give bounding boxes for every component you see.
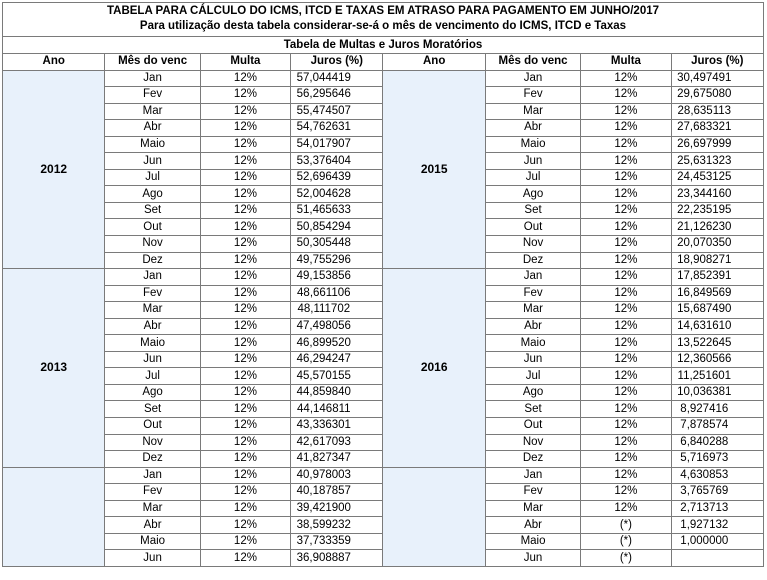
juros-cell-right: 17,852391 xyxy=(671,269,763,286)
juros-cell-right: 20,070350 xyxy=(671,236,763,253)
month-cell-left: Out xyxy=(105,418,200,435)
multa-cell-right: 12% xyxy=(581,484,671,501)
multa-cell-right: 12% xyxy=(581,467,671,484)
multa-cell-left: 12% xyxy=(200,368,290,385)
table-title: Tabela de Multas e Juros Moratórios xyxy=(2,36,764,53)
juros-cell-right: 30,497491 xyxy=(671,70,763,87)
document-title-block xyxy=(2,2,764,36)
month-cell-right: Mar xyxy=(485,500,580,517)
multa-cell-left: 12% xyxy=(200,169,290,186)
juros-cell-left: 54,762631 xyxy=(291,120,383,137)
multa-cell-right: 12% xyxy=(581,219,671,236)
multa-cell-right: 12% xyxy=(581,285,671,302)
juros-cell-left: 55,474507 xyxy=(291,103,383,120)
month-cell-right: Jun xyxy=(485,153,580,170)
col-header-mes-right: Mês do venc xyxy=(485,54,580,71)
multa-cell-left: 12% xyxy=(200,136,290,153)
table-row xyxy=(3,269,764,286)
multa-cell-left: 12% xyxy=(200,418,290,435)
multa-cell-left: 12% xyxy=(200,236,290,253)
juros-cell-right: 7,878574 xyxy=(671,418,763,435)
month-cell-right: Jan xyxy=(485,467,580,484)
month-cell-left: Jun xyxy=(105,351,200,368)
multa-cell-right: 12% xyxy=(581,153,671,170)
multa-cell-right: 12% xyxy=(581,202,671,219)
month-cell-left: Ago xyxy=(105,384,200,401)
col-header-multa-right: Multa xyxy=(581,54,671,71)
juros-cell-left: 47,498056 xyxy=(291,318,383,335)
month-cell-right: Mar xyxy=(485,103,580,120)
juros-cell-left: 52,696439 xyxy=(291,169,383,186)
month-cell-right: Mar xyxy=(485,302,580,319)
juros-cell-right: 15,687490 xyxy=(671,302,763,319)
multa-cell-right: 12% xyxy=(581,236,671,253)
month-cell-left: Jan xyxy=(105,269,200,286)
juros-cell-left: 42,617093 xyxy=(291,434,383,451)
multa-cell-left: 12% xyxy=(200,451,290,468)
multa-cell-left: 12% xyxy=(200,120,290,137)
month-cell-left: Mar xyxy=(105,302,200,319)
multa-cell-right: 12% xyxy=(581,169,671,186)
juros-cell-left: 50,305448 xyxy=(291,236,383,253)
multa-cell-left: 12% xyxy=(200,351,290,368)
multa-cell-left: 12% xyxy=(200,517,290,534)
juros-cell-left: 36,908887 xyxy=(291,550,383,567)
month-cell-right: Jul xyxy=(485,368,580,385)
juros-cell-right xyxy=(671,550,763,567)
juros-cell-left: 48,661106 xyxy=(291,285,383,302)
month-cell-left: Mar xyxy=(105,500,200,517)
col-header-juros-left: Juros (%) xyxy=(291,54,383,71)
juros-cell-right: 25,631323 xyxy=(671,153,763,170)
month-cell-right: Jan xyxy=(485,269,580,286)
month-cell-right: Nov xyxy=(485,236,580,253)
month-cell-right: Maio xyxy=(485,533,580,550)
juros-cell-right: 16,849569 xyxy=(671,285,763,302)
col-header-mes-left: Mês do venc xyxy=(105,54,200,71)
col-header-ano-left: Ano xyxy=(3,54,105,71)
juros-cell-right: 10,036381 xyxy=(671,384,763,401)
table-body xyxy=(3,70,764,566)
juros-cell-left: 37,733359 xyxy=(291,533,383,550)
month-cell-left: Abr xyxy=(105,120,200,137)
month-cell-left: Maio xyxy=(105,136,200,153)
month-cell-left: Out xyxy=(105,219,200,236)
juros-cell-right: 27,683321 xyxy=(671,120,763,137)
multa-cell-left: 12% xyxy=(200,153,290,170)
month-cell-right: Maio xyxy=(485,136,580,153)
year-cell-right xyxy=(383,467,485,566)
month-cell-left: Jan xyxy=(105,70,200,87)
multa-cell-left: 12% xyxy=(200,202,290,219)
document-title: TABELA PARA CÁLCULO DO ICMS, ITCD E TAXAS EM ATRASO PARA PAGAMENTO EM JUNHO/2017 xyxy=(106,5,660,17)
multa-cell-left: 12% xyxy=(200,467,290,484)
multa-cell-left: 12% xyxy=(200,269,290,286)
month-cell-right: Jun xyxy=(485,550,580,567)
multa-cell-left: 12% xyxy=(200,219,290,236)
table-row xyxy=(3,467,764,484)
juros-cell-left: 48,111702 xyxy=(291,302,383,319)
month-cell-left: Abr xyxy=(105,517,200,534)
juros-cell-right: 1,927132 xyxy=(671,517,763,534)
month-cell-right: Jun xyxy=(485,351,580,368)
year-cell-right: 2016 xyxy=(383,269,485,468)
juros-cell-left: 50,854294 xyxy=(291,219,383,236)
month-cell-left: Jun xyxy=(105,550,200,567)
multa-cell-right: 12% xyxy=(581,302,671,319)
juros-cell-right: 13,522645 xyxy=(671,335,763,352)
multa-cell-right: (*) xyxy=(581,517,671,534)
month-cell-left: Set xyxy=(105,202,200,219)
table-header-row xyxy=(3,54,764,71)
month-cell-right: Out xyxy=(485,219,580,236)
multa-cell-left: 12% xyxy=(200,384,290,401)
multa-cell-right: 12% xyxy=(581,318,671,335)
juros-cell-left: 40,187857 xyxy=(291,484,383,501)
multa-cell-left: 12% xyxy=(200,252,290,269)
juros-cell-right: 28,635113 xyxy=(671,103,763,120)
multa-cell-right: 12% xyxy=(581,136,671,153)
multa-cell-left: 12% xyxy=(200,302,290,319)
juros-cell-left: 38,599232 xyxy=(291,517,383,534)
multa-cell-right: 12% xyxy=(581,70,671,87)
multa-cell-right: 12% xyxy=(581,269,671,286)
multa-cell-left: 12% xyxy=(200,434,290,451)
month-cell-left: Ago xyxy=(105,186,200,203)
document-sheet xyxy=(2,2,764,567)
col-header-ano-right: Ano xyxy=(383,54,485,71)
month-cell-left: Jun xyxy=(105,153,200,170)
multa-cell-right: 12% xyxy=(581,120,671,137)
month-cell-right: Jan xyxy=(485,70,580,87)
juros-cell-left: 44,146811 xyxy=(291,401,383,418)
multa-cell-left: 12% xyxy=(200,70,290,87)
month-cell-left: Maio xyxy=(105,335,200,352)
juros-cell-right: 5,716973 xyxy=(671,451,763,468)
multa-cell-right: 12% xyxy=(581,434,671,451)
juros-cell-right: 12,360566 xyxy=(671,351,763,368)
juros-cell-right: 22,235195 xyxy=(671,202,763,219)
month-cell-right: Dez xyxy=(485,252,580,269)
juros-cell-right: 26,697999 xyxy=(671,136,763,153)
juros-cell-right: 23,344160 xyxy=(671,186,763,203)
juros-cell-left: 53,376404 xyxy=(291,153,383,170)
multa-cell-left: 12% xyxy=(200,285,290,302)
multa-cell-right: 12% xyxy=(581,368,671,385)
multa-cell-right: 12% xyxy=(581,451,671,468)
juros-cell-left: 39,421900 xyxy=(291,500,383,517)
month-cell-left: Dez xyxy=(105,451,200,468)
juros-cell-left: 46,294247 xyxy=(291,351,383,368)
rates-table xyxy=(2,53,764,567)
juros-cell-right: 8,927416 xyxy=(671,401,763,418)
month-cell-right: Maio xyxy=(485,335,580,352)
juros-cell-left: 49,755296 xyxy=(291,252,383,269)
juros-cell-left: 43,336301 xyxy=(291,418,383,435)
juros-cell-left: 45,570155 xyxy=(291,368,383,385)
juros-cell-left: 41,827347 xyxy=(291,451,383,468)
juros-cell-left: 52,004628 xyxy=(291,186,383,203)
year-cell-left: 2013 xyxy=(3,269,105,468)
juros-cell-right: 4,630853 xyxy=(671,467,763,484)
table-row xyxy=(3,70,764,87)
multa-cell-right: 12% xyxy=(581,351,671,368)
month-cell-right: Fev xyxy=(485,285,580,302)
month-cell-left: Dez xyxy=(105,252,200,269)
juros-cell-right: 11,251601 xyxy=(671,368,763,385)
month-cell-left: Set xyxy=(105,401,200,418)
multa-cell-right: 12% xyxy=(581,186,671,203)
col-header-multa-left: Multa xyxy=(200,54,290,71)
month-cell-right: Ago xyxy=(485,384,580,401)
juros-cell-left: 57,044419 xyxy=(291,70,383,87)
juros-cell-right: 21,126230 xyxy=(671,219,763,236)
multa-cell-left: 12% xyxy=(200,550,290,567)
month-cell-right: Ago xyxy=(485,186,580,203)
multa-cell-left: 12% xyxy=(200,335,290,352)
multa-cell-right: (*) xyxy=(581,550,671,567)
multa-cell-right: 12% xyxy=(581,103,671,120)
multa-cell-right: 12% xyxy=(581,87,671,104)
multa-cell-right: 12% xyxy=(581,335,671,352)
multa-cell-left: 12% xyxy=(200,401,290,418)
document-subtitle: Para utilização desta tabela considerar-se-á o mês de vencimento do ICMS, ITCD e Taxas xyxy=(139,20,627,32)
month-cell-left: Jan xyxy=(105,467,200,484)
month-cell-right: Abr xyxy=(485,120,580,137)
multa-cell-right: 12% xyxy=(581,384,671,401)
juros-cell-left: 56,295646 xyxy=(291,87,383,104)
juros-cell-right: 3,765769 xyxy=(671,484,763,501)
year-cell-left: 2012 xyxy=(3,70,105,269)
juros-cell-left: 46,899520 xyxy=(291,335,383,352)
month-cell-right: Fev xyxy=(485,484,580,501)
juros-cell-left: 54,017907 xyxy=(291,136,383,153)
month-cell-left: Jul xyxy=(105,169,200,186)
juros-cell-right: 2,713713 xyxy=(671,500,763,517)
month-cell-right: Out xyxy=(485,418,580,435)
juros-cell-right: 6,840288 xyxy=(671,434,763,451)
month-cell-left: Fev xyxy=(105,285,200,302)
juros-cell-right: 24,453125 xyxy=(671,169,763,186)
month-cell-right: Fev xyxy=(485,87,580,104)
month-cell-right: Set xyxy=(485,202,580,219)
month-cell-left: Mar xyxy=(105,103,200,120)
juros-cell-right: 29,675080 xyxy=(671,87,763,104)
multa-cell-left: 12% xyxy=(200,533,290,550)
juros-cell-left: 49,153856 xyxy=(291,269,383,286)
month-cell-left: Nov xyxy=(105,434,200,451)
juros-cell-left: 40,978003 xyxy=(291,467,383,484)
month-cell-left: Fev xyxy=(105,87,200,104)
multa-cell-right: 12% xyxy=(581,401,671,418)
col-header-juros-right: Juros (%) xyxy=(671,54,763,71)
year-cell-right: 2015 xyxy=(383,70,485,269)
month-cell-right: Abr xyxy=(485,318,580,335)
month-cell-right: Set xyxy=(485,401,580,418)
multa-cell-left: 12% xyxy=(200,318,290,335)
month-cell-right: Dez xyxy=(485,451,580,468)
month-cell-left: Fev xyxy=(105,484,200,501)
month-cell-left: Jul xyxy=(105,368,200,385)
month-cell-left: Maio xyxy=(105,533,200,550)
multa-cell-left: 12% xyxy=(200,500,290,517)
month-cell-right: Nov xyxy=(485,434,580,451)
multa-cell-left: 12% xyxy=(200,103,290,120)
multa-cell-left: 12% xyxy=(200,186,290,203)
juros-cell-left: 44,859840 xyxy=(291,384,383,401)
month-cell-right: Abr xyxy=(485,517,580,534)
multa-cell-right: 12% xyxy=(581,500,671,517)
month-cell-left: Nov xyxy=(105,236,200,253)
month-cell-right: Jul xyxy=(485,169,580,186)
multa-cell-left: 12% xyxy=(200,87,290,104)
juros-cell-right: 1,000000 xyxy=(671,533,763,550)
juros-cell-right: 18,908271 xyxy=(671,252,763,269)
multa-cell-right: (*) xyxy=(581,533,671,550)
juros-cell-right: 14,631610 xyxy=(671,318,763,335)
multa-cell-right: 12% xyxy=(581,252,671,269)
juros-cell-left: 51,465633 xyxy=(291,202,383,219)
year-cell-left xyxy=(3,467,105,566)
month-cell-left: Abr xyxy=(105,318,200,335)
multa-cell-right: 12% xyxy=(581,418,671,435)
multa-cell-left: 12% xyxy=(200,484,290,501)
